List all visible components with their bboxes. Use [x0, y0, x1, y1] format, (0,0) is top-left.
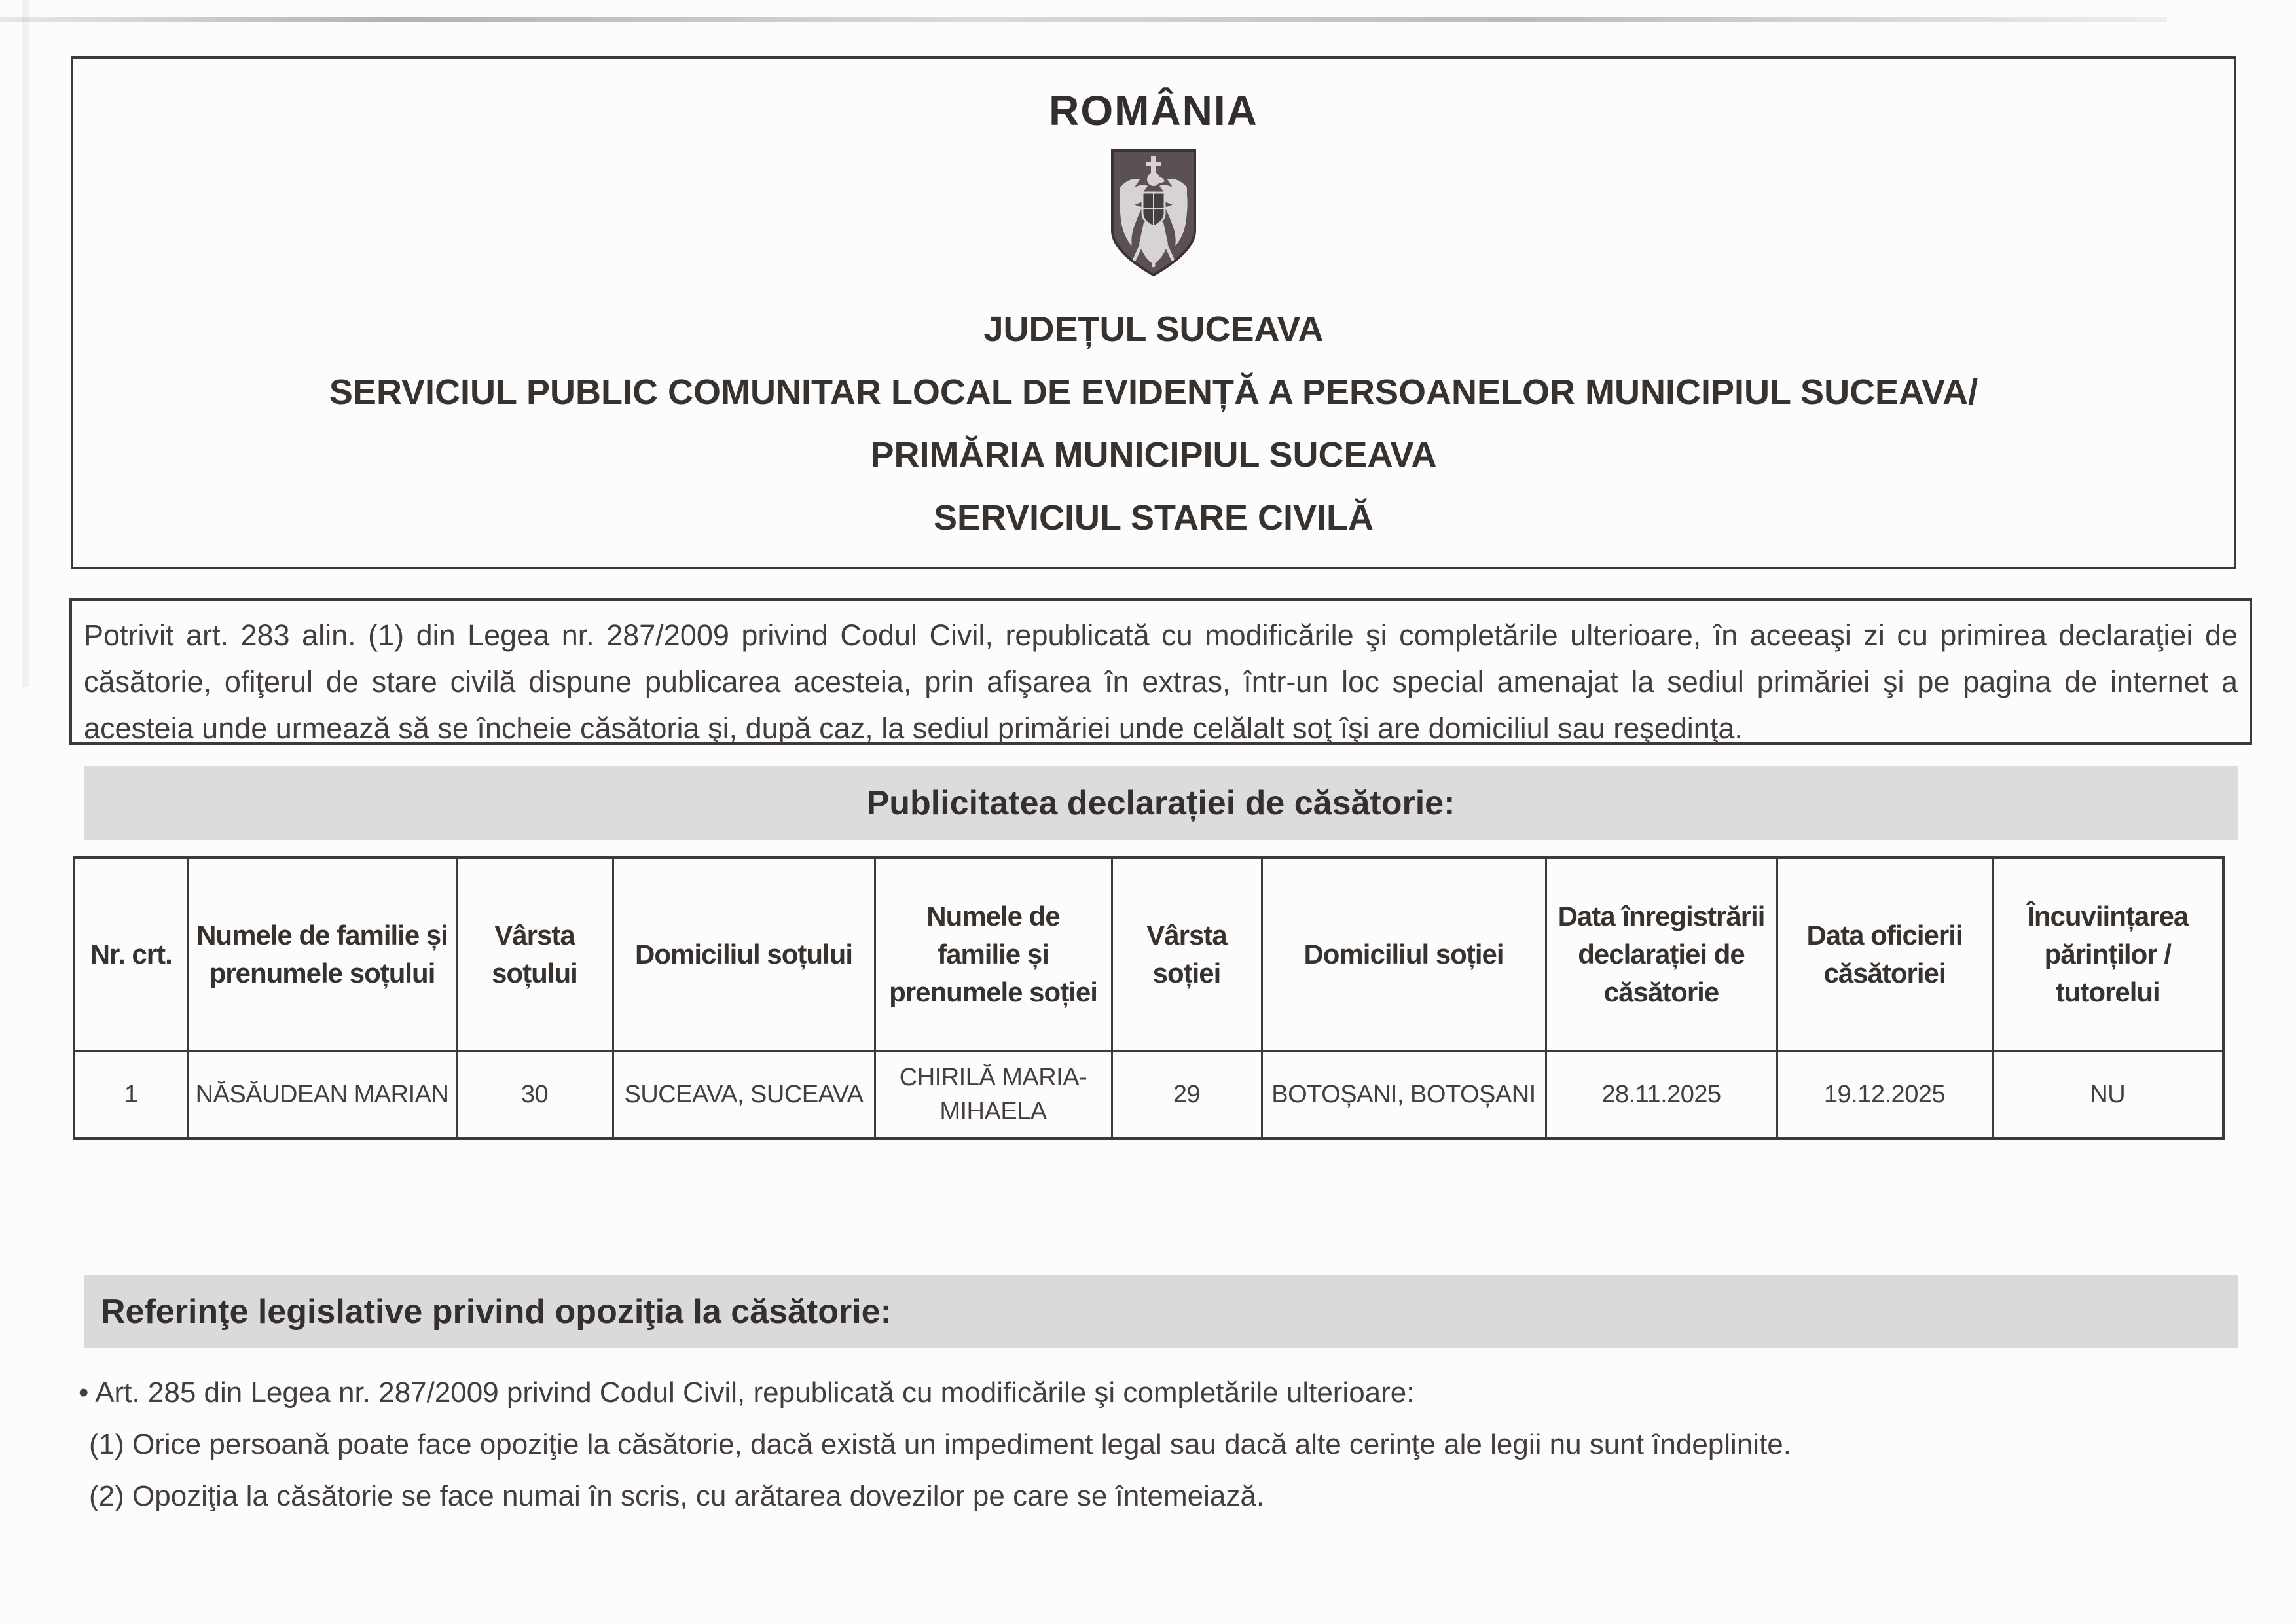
col-header-wife-name: Numele de familie și prenumele soției [875, 857, 1112, 1051]
col-header-declaration-date: Data înregistrării declarației de căsătorie [1546, 857, 1777, 1051]
table-row [74, 1051, 2223, 1139]
cell-wife-age: 29 [1112, 1051, 1262, 1139]
col-header-parental-consent: Încuviințarea părinților / tutorelui [1992, 857, 2223, 1051]
cell-husband-domicile: SUCEAVA, SUCEAVA [613, 1051, 875, 1139]
col-header-husband-domicile: Domiciliul soțului [613, 857, 875, 1051]
cell-wife-domicile: BOTOȘANI, BOTOȘANI [1262, 1051, 1546, 1139]
references-list [79, 1367, 2219, 1522]
cell-declaration-date: 28.11.2025 [1546, 1051, 1777, 1139]
letterhead-lines [73, 298, 2234, 549]
scan-artifact-streak [22, 0, 29, 687]
scan-artifact-line [0, 17, 2167, 22]
letterhead-line-service: SERVICIUL PUBLIC COMUNITAR LOCAL DE EVIDENȚĂ A PERSOANELOR MUNICIPIUL SUCEAVA/ [329, 372, 1978, 412]
col-header-wife-age: Vârsta soției [1112, 857, 1262, 1051]
letterhead-line-cityhall: PRIMĂRIA MUNICIPIUL SUCEAVA [870, 435, 1437, 475]
letterhead-line-county: JUDEȚUL SUCEAVA [983, 310, 1324, 349]
references-title-band: Referinţe legislative privind opoziţia la căsătorie: [84, 1275, 2238, 1348]
section-title-band: Publicitatea declarației de căsătorie: [84, 766, 2238, 840]
legal-intro-box: Potrivit art. 283 alin. (1) din Legea nr. 287/2009 privind Codul Civil, republicată cu modificările şi completările ulterioare, în aceeaşi zi cu primirea declaraţiei de căsătorie, ofiţerul de stare civilă dispune publicarea acesteia, prin afişarea în extras, într-un loc special amenajat la sediul primăriei şi pe pagina de internet a acesteia unde urmează să se încheie căsătoria şi, după caz, la sediul primăriei unde celălalt soţ îşi are domiciliul sau reşedinţa. [69, 598, 2252, 745]
letterhead-box [71, 56, 2236, 569]
country-title: ROMÂNIA [1049, 87, 1258, 134]
romania-coat-of-arms-icon [1104, 145, 1203, 280]
cell-wife-name: CHIRILĂ MARIA-MIHAELA [875, 1051, 1112, 1139]
reference-item: (2) Opoziţia la căsătorie se face numai în scris, cu arătarea dovezilor pe care se întemeiază. [89, 1480, 1265, 1512]
cell-parental-consent: NU [1992, 1051, 2223, 1139]
cell-ceremony-date: 19.12.2025 [1777, 1051, 1992, 1139]
col-header-husband-name: Numele de familie și prenumele soțului [188, 857, 456, 1051]
reference-item: (1) Orice persoană poate face opoziţie la căsătorie, dacă există un impediment legal sau dacă alte cerinţe ale legii nu sunt îndeplinite. [89, 1428, 1791, 1460]
coat-of-arms-wrap [73, 145, 2234, 280]
cell-husband-name: NĂSĂUDEAN MARIAN [188, 1051, 456, 1139]
letterhead-line-civil-status: SERVICIUL STARE CIVILĂ [933, 498, 1374, 537]
col-header-husband-age: Vârsta soțului [456, 857, 613, 1051]
cell-nr-crt: 1 [74, 1051, 188, 1139]
cell-husband-age: 30 [456, 1051, 613, 1139]
table-header-row [74, 857, 2223, 1051]
col-header-ceremony-date: Data oficierii căsătoriei [1777, 857, 1992, 1051]
marriage-declarations-table [73, 856, 2225, 1140]
col-header-wife-domicile: Domiciliul soției [1262, 857, 1546, 1051]
col-header-nr-crt: Nr. crt. [74, 857, 188, 1051]
reference-item: • Art. 285 din Legea nr. 287/2009 privind Codul Civil, republicată cu modificările şi completările ulterioare: [79, 1377, 1415, 1409]
